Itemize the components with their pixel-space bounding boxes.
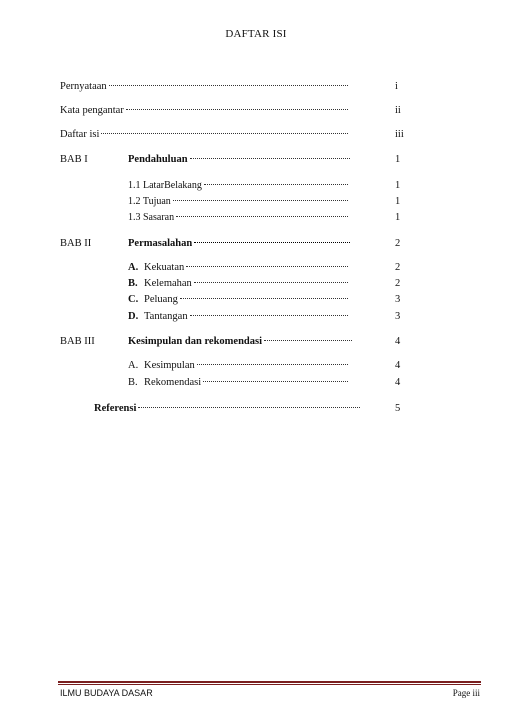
toc-page-number: 2	[395, 262, 401, 273]
toc-subentry-label: Peluang	[144, 294, 178, 305]
dot-leader	[101, 133, 348, 134]
dot-leader	[197, 364, 348, 365]
chapter-number: BAB II	[60, 238, 92, 249]
toc-subentry[interactable]	[128, 294, 350, 308]
item-marker: D.	[128, 311, 139, 322]
dot-leader	[190, 158, 350, 159]
toc-subentry[interactable]	[128, 262, 350, 276]
toc-page-number: i	[395, 81, 398, 92]
item-marker: B.	[128, 278, 138, 289]
toc-subentry[interactable]	[128, 196, 350, 210]
toc-subentry[interactable]	[128, 212, 350, 226]
toc-subentry-label: 1.2 Tujuan	[128, 196, 171, 207]
footer-rule-thin	[58, 684, 481, 685]
toc-page-number: 2	[395, 238, 401, 249]
dot-leader	[194, 282, 348, 283]
dot-leader	[176, 216, 348, 217]
item-marker: B.	[128, 377, 138, 388]
footer-course-title: ILMU BUDAYA DASAR	[60, 688, 153, 698]
dot-leader	[194, 242, 350, 243]
item-marker: A.	[128, 360, 139, 371]
page-title: DAFTAR ISI	[225, 28, 287, 40]
toc-page-number: 5	[395, 403, 401, 414]
dot-leader	[264, 340, 352, 341]
toc-entry-kata-pengantar[interactable]	[60, 105, 350, 119]
toc-subentry[interactable]	[128, 311, 350, 325]
dot-leader	[190, 315, 348, 316]
toc-subentry-label: Rekomendasi	[144, 377, 202, 388]
toc-chapter-pendahuluan[interactable]	[128, 154, 352, 168]
chapter-number: BAB III	[60, 336, 95, 347]
toc-entry-referensi[interactable]	[94, 403, 362, 417]
dot-leader	[173, 200, 348, 201]
toc-entry-label: Kata pengantar	[60, 105, 124, 116]
dot-leader	[186, 266, 348, 267]
toc-entry-label: Pernyataan	[60, 81, 107, 92]
toc-chapter-title: Kesimpulan dan rekomendasi	[128, 336, 263, 347]
toc-page-number: iii	[395, 129, 404, 140]
item-marker: A.	[128, 262, 139, 273]
toc-entry-label: Daftar isi	[60, 129, 100, 140]
toc-chapter-title: Pendahuluan	[128, 154, 188, 165]
toc-page-number: 1	[395, 212, 401, 223]
toc-subentry[interactable]	[128, 180, 350, 194]
toc-page-number: 1	[395, 180, 401, 191]
footer-page-number: Page iii	[452, 688, 480, 698]
toc-subentry[interactable]	[128, 360, 350, 374]
toc-chapter-kesimpulan[interactable]	[128, 336, 354, 350]
toc-subentry-label: Tantangan	[144, 311, 188, 322]
toc-page-number: 1	[395, 196, 401, 207]
dot-leader	[138, 407, 360, 408]
toc-subentry-label: Kekuatan	[144, 262, 185, 273]
dot-leader	[204, 184, 348, 185]
dot-leader	[203, 381, 348, 382]
toc-subentry-label: Kesimpulan	[144, 360, 195, 371]
dot-leader	[109, 85, 348, 86]
toc-entry-label: Referensi	[94, 403, 137, 414]
chapter-number: BAB I	[60, 154, 88, 165]
toc-subentry-label: 1.3 Sasaran	[128, 212, 175, 223]
toc-subentry-label: Kelemahan	[144, 278, 192, 289]
toc-chapter-permasalahan[interactable]	[128, 238, 352, 252]
toc-page-number: 4	[395, 377, 401, 388]
footer-rule	[58, 681, 481, 683]
toc-chapter-title: Permasalahan	[128, 238, 193, 249]
dot-leader	[126, 109, 348, 110]
toc-page-number: 4	[395, 360, 401, 371]
toc-page-number: 2	[395, 278, 401, 289]
toc-subentry-label: 1.1 LatarBelakang	[128, 180, 202, 191]
toc-page-number: 3	[395, 294, 401, 305]
toc-page-number: 3	[395, 311, 401, 322]
toc-entry-pernyataan[interactable]	[60, 81, 350, 95]
toc-page-number: 1	[395, 154, 401, 165]
toc-page-number: 4	[395, 336, 401, 347]
toc-subentry[interactable]	[128, 377, 350, 391]
toc-page-number: ii	[395, 105, 401, 116]
item-marker: C.	[128, 294, 139, 305]
toc-subentry[interactable]	[128, 278, 350, 292]
toc-entry-daftar-isi[interactable]	[60, 129, 350, 143]
dot-leader	[180, 298, 348, 299]
